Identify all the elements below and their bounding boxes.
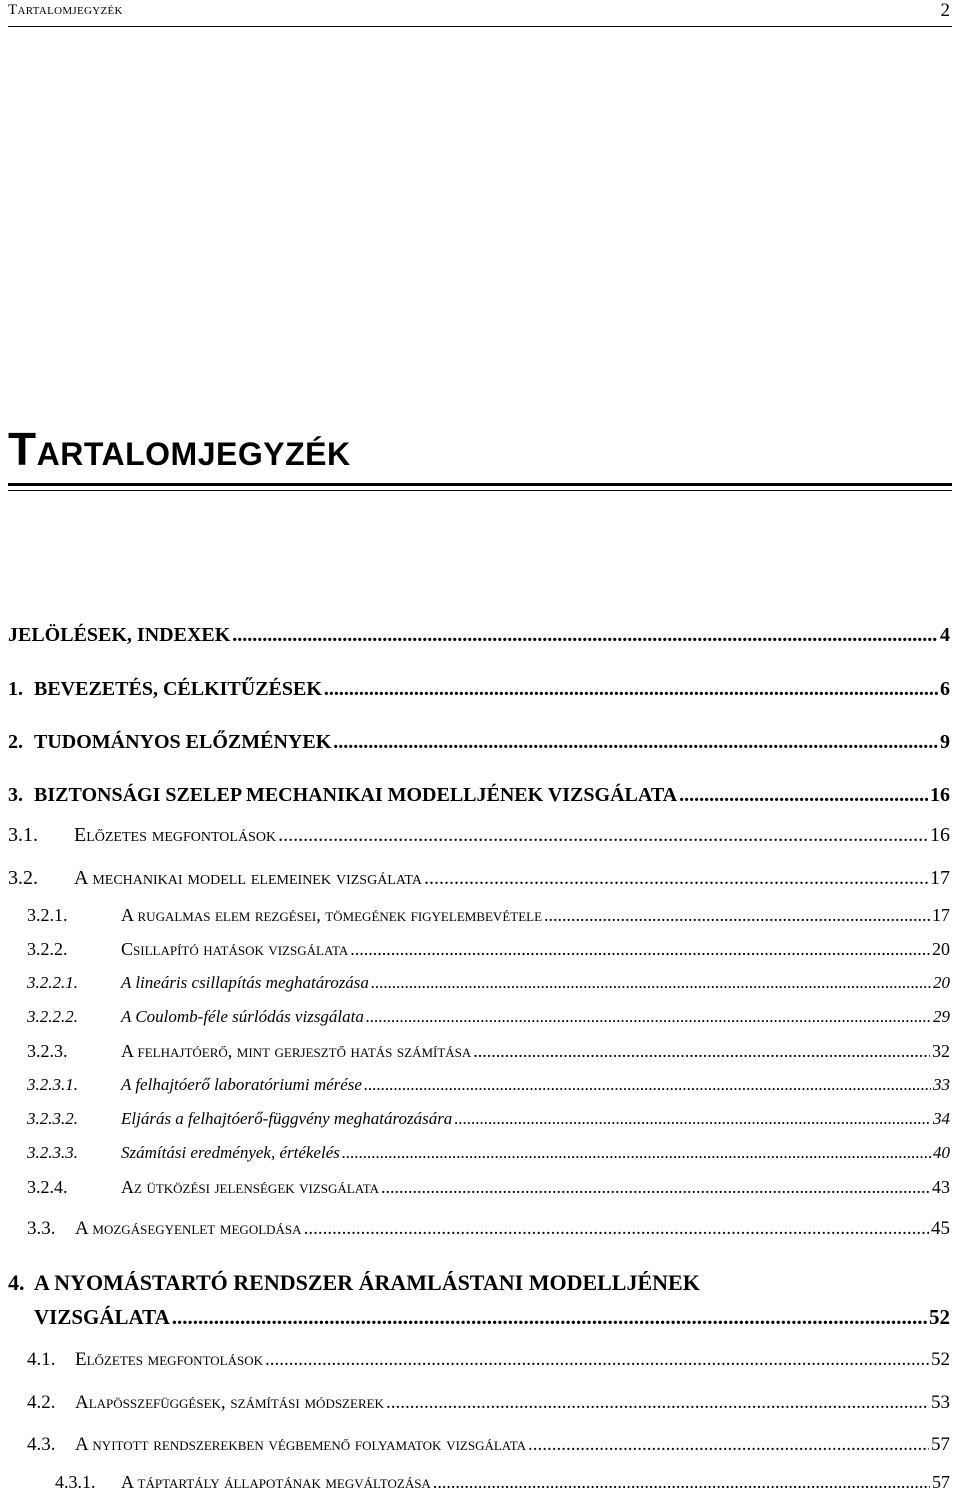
toc-entry-page: 53 — [931, 1392, 950, 1413]
toc-entry-page: 20 — [932, 939, 950, 959]
toc-entry-text: Előzetes megfontolások — [75, 1349, 264, 1370]
toc-entry-number: 3.2.3.3. — [27, 1143, 78, 1162]
toc-entry-page: 52 — [931, 1349, 950, 1370]
toc-leader-dots — [433, 1472, 930, 1493]
toc-entry[interactable] — [27, 973, 950, 993]
toc-leader-dots — [278, 824, 928, 847]
toc-entry-page: 29 — [933, 1007, 950, 1026]
toc-entry-page: 34 — [933, 1109, 950, 1128]
toc-entry-number: 2. — [8, 731, 23, 753]
toc-entry[interactable] — [27, 1109, 950, 1129]
toc-leader-dots — [381, 1177, 930, 1198]
toc-entry[interactable] — [55, 1472, 950, 1493]
toc-entry-text: A rugalmas elem rezgései, tömegének figyelembevétele — [121, 905, 543, 925]
toc-entry-text: Az ütközési jelenségek vizsgálata — [121, 1177, 379, 1197]
toc-leader-dots — [304, 1218, 929, 1240]
toc-entry-page: 45 — [931, 1218, 950, 1239]
toc-leader-dots — [172, 1305, 927, 1330]
toc-entry[interactable] — [27, 1041, 950, 1062]
toc-leader-dots — [342, 1143, 931, 1163]
toc-leader-dots — [424, 867, 928, 890]
toc-leader-dots — [386, 1392, 929, 1414]
toc-entry[interactable] — [27, 1349, 950, 1371]
toc-entry-text: Alapösszefüggések, számítási módszerek — [75, 1392, 384, 1413]
toc-entry[interactable] — [27, 1434, 950, 1456]
toc-entry-number: 3.2.2. — [27, 939, 68, 959]
toc-leader-dots — [364, 1075, 931, 1095]
toc-entry-number: 3.2.3.2. — [27, 1109, 78, 1128]
toc-entry-text: BEVEZETÉS, CÉLKITŰZÉSEK — [34, 678, 322, 700]
toc-entry-number: 4. — [8, 1270, 25, 1295]
toc-entry-text: A Coulomb-féle súrlódás vizsgálata — [121, 1007, 364, 1026]
toc-leader-dots — [473, 1041, 930, 1062]
toc-entry-text: A táptartály állapotának megváltozása — [121, 1472, 431, 1492]
toc-entry-text: A mozgásegyenlet megoldása — [75, 1218, 302, 1239]
toc-leader-dots — [371, 973, 931, 993]
toc-entry-page: 40 — [933, 1143, 950, 1162]
toc-leader-dots — [232, 624, 938, 647]
toc-entry-number: 3.1. — [8, 824, 38, 846]
toc-entry-number: 4.3.1. — [55, 1472, 96, 1492]
toc-entry-text: Csillapító hatások vizsgálata — [121, 939, 349, 959]
toc-entry-number: 3.2.2.2. — [27, 1007, 78, 1026]
toc-entry-text: A mechanikai modell elemeinek vizsgálata — [74, 867, 422, 889]
toc-entry-number: 3.2.3.1. — [27, 1075, 78, 1094]
toc-entry-number: 3.2.4. — [27, 1177, 68, 1197]
toc-leader-dots — [350, 939, 930, 960]
toc-entry-page: 57 — [931, 1434, 950, 1455]
toc-entry-line2[interactable] — [34, 1305, 950, 1330]
toc-leader-dots — [544, 905, 930, 926]
toc-entry[interactable] — [8, 824, 950, 847]
toc-entry-text-cont: VIZSGÁLATA — [34, 1305, 170, 1329]
toc-entry-number: 3.2.1. — [27, 905, 68, 925]
toc-entry[interactable] — [27, 1177, 950, 1198]
toc-entry-text: Eljárás a felhajtóerő-függvény meghatározására — [121, 1109, 453, 1128]
title-rule — [8, 483, 952, 491]
toc-entry-text: A felhajtóerő laboratóriumi mérése — [121, 1075, 362, 1094]
header-title: Tartalomjegyzék — [8, 2, 123, 18]
toc-entry-number: 3.2.2.1. — [27, 973, 78, 992]
toc-entry[interactable] — [8, 624, 950, 647]
toc-entry-page: 17 — [932, 905, 950, 925]
toc-leader-dots — [366, 1007, 931, 1027]
toc-leader-dots — [528, 1434, 929, 1456]
toc-entry-page: 9 — [940, 731, 950, 753]
toc-leader-dots — [333, 731, 938, 754]
header-page-number: 2 — [940, 0, 950, 21]
toc-entry[interactable] — [8, 678, 950, 701]
toc-entry-text: A NYOMÁSTARTÓ RENDSZER ÁRAMLÁSTANI MODELLJÉNEK — [34, 1270, 700, 1295]
toc-entry[interactable] — [27, 1007, 950, 1027]
toc-entry-number: 1. — [8, 678, 23, 700]
toc-entry-page: 20 — [933, 973, 950, 992]
toc-entry-page: 43 — [932, 1177, 950, 1197]
toc-entry-page: 52 — [929, 1305, 950, 1329]
toc-entry-number: 3. — [8, 784, 23, 806]
toc-entry-text: JELÖLÉSEK, INDEXEK — [8, 624, 231, 646]
toc-entry[interactable] — [27, 939, 950, 960]
toc-leader-dots — [324, 678, 938, 701]
toc-entry-text: A nyitott rendszerekben végbemenő folyamatok vizsgálata — [75, 1434, 527, 1455]
toc-entry-page: 17 — [930, 867, 950, 889]
toc-entry[interactable] — [8, 784, 950, 807]
running-header — [8, 0, 952, 27]
toc-entry-text: A felhajtóerő, mint gerjesztő hatás számítása — [121, 1041, 472, 1061]
toc-entry-page: 57 — [932, 1472, 950, 1492]
toc-entry[interactable] — [8, 867, 950, 890]
toc-leader-dots — [679, 784, 928, 807]
toc-entry-text: Előzetes megfontolások — [74, 824, 277, 846]
toc-entry[interactable] — [27, 1075, 950, 1095]
toc-entry[interactable] — [27, 1218, 950, 1240]
toc-entry-page: 16 — [930, 784, 950, 806]
toc-leader-dots — [265, 1349, 929, 1371]
toc-entry-line1[interactable] — [8, 1270, 950, 1296]
toc-entry-text: TUDOMÁNYOS ELŐZMÉNYEK — [34, 731, 332, 753]
page-title: Tartalomjegyzék — [8, 423, 351, 475]
toc-entry-page: 32 — [932, 1041, 950, 1061]
toc-entry-number: 3.2. — [8, 867, 38, 889]
toc-entry[interactable] — [27, 1143, 950, 1163]
toc-entry-number: 4.1. — [27, 1349, 56, 1370]
toc-entry-number: 4.3. — [27, 1434, 56, 1455]
toc-entry-page: 16 — [930, 824, 950, 846]
toc-entry-number: 4.2. — [27, 1392, 56, 1413]
toc-entry-page: 33 — [933, 1075, 950, 1094]
toc-leader-dots — [454, 1109, 931, 1129]
toc-entry-text: BIZTONSÁGI SZELEP MECHANIKAI MODELLJÉNEK VIZSGÁLATA — [34, 784, 678, 806]
toc-entry-number: 3.2.3. — [27, 1041, 68, 1061]
toc-entry-text: Számítási eredmények, értékelés — [121, 1143, 340, 1162]
toc-entry[interactable] — [8, 731, 950, 754]
toc-entry-page: 6 — [940, 678, 950, 700]
toc-entry[interactable] — [27, 1392, 950, 1414]
toc-entry[interactable] — [27, 905, 950, 926]
toc-entry-page: 4 — [940, 624, 950, 646]
toc-entry-number: 3.3. — [27, 1218, 56, 1239]
toc-entry-text: A lineáris csillapítás meghatározása — [121, 973, 369, 992]
